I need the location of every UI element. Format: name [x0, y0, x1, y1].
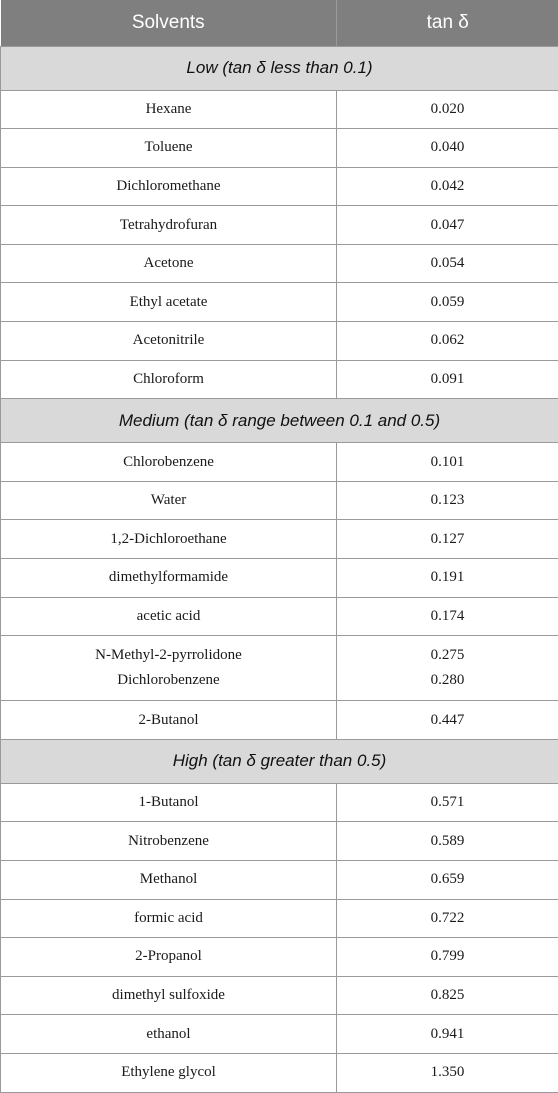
table-row	[1, 822, 558, 861]
solvent-name: Hexane	[1, 90, 337, 129]
category-row-medium	[1, 399, 558, 443]
table-header	[1, 0, 558, 46]
tan-delta-value: 0.280	[337, 668, 558, 693]
category-label: Low (tan δ less than 0.1)	[1, 46, 558, 90]
tan-delta-value: 0.042	[337, 167, 558, 206]
table-row	[1, 636, 558, 701]
header-tan-delta: tan δ	[337, 0, 558, 46]
tan-delta-value: 0.799	[337, 938, 558, 977]
solvent-name: Tetrahydrofuran	[1, 206, 337, 245]
solvent-name: Dichloromethane	[1, 167, 337, 206]
tan-delta-value: 0.101	[337, 443, 558, 482]
header-solvents: Solvents	[1, 0, 337, 46]
table-row	[1, 783, 558, 822]
table-row	[1, 899, 558, 938]
table-row	[1, 283, 558, 322]
table-row	[1, 861, 558, 900]
solvent-name: dimethylformamide	[1, 559, 337, 598]
solvent-name: Dichlorobenzene	[1, 668, 336, 693]
category-row-low	[1, 46, 558, 90]
table-row	[1, 360, 558, 399]
tan-delta-value-pair	[337, 636, 558, 701]
solvent-name: Toluene	[1, 129, 337, 168]
header-row	[1, 0, 558, 46]
table-row	[1, 520, 558, 559]
table-body	[1, 46, 558, 1092]
solvent-name: Ethylene glycol	[1, 1053, 337, 1092]
solvent-name: Acetone	[1, 244, 337, 283]
solvent-name: Chloroform	[1, 360, 337, 399]
tan-delta-value: 0.059	[337, 283, 558, 322]
tan-delta-value: 0.020	[337, 90, 558, 129]
solvent-name: Nitrobenzene	[1, 822, 337, 861]
table-row	[1, 481, 558, 520]
table-row	[1, 701, 558, 740]
table-row	[1, 1015, 558, 1054]
solvent-name: 1,2-Dichloroethane	[1, 520, 337, 559]
solvent-name: N-Methyl-2-pyrrolidone	[1, 643, 336, 668]
category-label: Medium (tan δ range between 0.1 and 0.5)	[1, 399, 558, 443]
solvent-name: Water	[1, 481, 337, 520]
tan-delta-value: 0.040	[337, 129, 558, 168]
solvent-name: Acetonitrile	[1, 322, 337, 361]
solvent-name: Chlorobenzene	[1, 443, 337, 482]
tan-delta-value: 0.091	[337, 360, 558, 399]
table-row	[1, 322, 558, 361]
table-row	[1, 443, 558, 482]
table-row	[1, 129, 558, 168]
table-row	[1, 244, 558, 283]
solvent-name: 1-Butanol	[1, 783, 337, 822]
solvent-name: dimethyl sulfoxide	[1, 976, 337, 1015]
solvent-name: 2-Butanol	[1, 701, 337, 740]
table-row	[1, 206, 558, 245]
table-row	[1, 1053, 558, 1092]
tan-delta-value: 0.062	[337, 322, 558, 361]
table-row	[1, 559, 558, 598]
tan-delta-value: 0.275	[337, 643, 558, 668]
category-label: High (tan δ greater than 0.5)	[1, 739, 558, 783]
tan-delta-value: 0.123	[337, 481, 558, 520]
table-row	[1, 597, 558, 636]
table-row	[1, 90, 558, 129]
table-row	[1, 976, 558, 1015]
tan-delta-value: 0.659	[337, 861, 558, 900]
solvent-name-pair	[1, 636, 337, 701]
tan-delta-value: 0.054	[337, 244, 558, 283]
solvent-name: acetic acid	[1, 597, 337, 636]
tan-delta-value: 0.941	[337, 1015, 558, 1054]
tan-delta-value: 0.047	[337, 206, 558, 245]
tan-delta-value: 0.191	[337, 559, 558, 598]
solvent-name: ethanol	[1, 1015, 337, 1054]
tan-delta-value: 0.571	[337, 783, 558, 822]
table-row	[1, 167, 558, 206]
tan-delta-value: 1.350	[337, 1053, 558, 1092]
tan-delta-value: 0.825	[337, 976, 558, 1015]
tan-delta-value: 0.447	[337, 701, 558, 740]
solvent-name: 2-Propanol	[1, 938, 337, 977]
tan-delta-value: 0.127	[337, 520, 558, 559]
solvent-name: Ethyl acetate	[1, 283, 337, 322]
table-row	[1, 938, 558, 977]
category-row-high	[1, 739, 558, 783]
tan-delta-value: 0.589	[337, 822, 558, 861]
solvent-name: formic acid	[1, 899, 337, 938]
tan-delta-value: 0.722	[337, 899, 558, 938]
solvent-name: Methanol	[1, 861, 337, 900]
tan-delta-value: 0.174	[337, 597, 558, 636]
